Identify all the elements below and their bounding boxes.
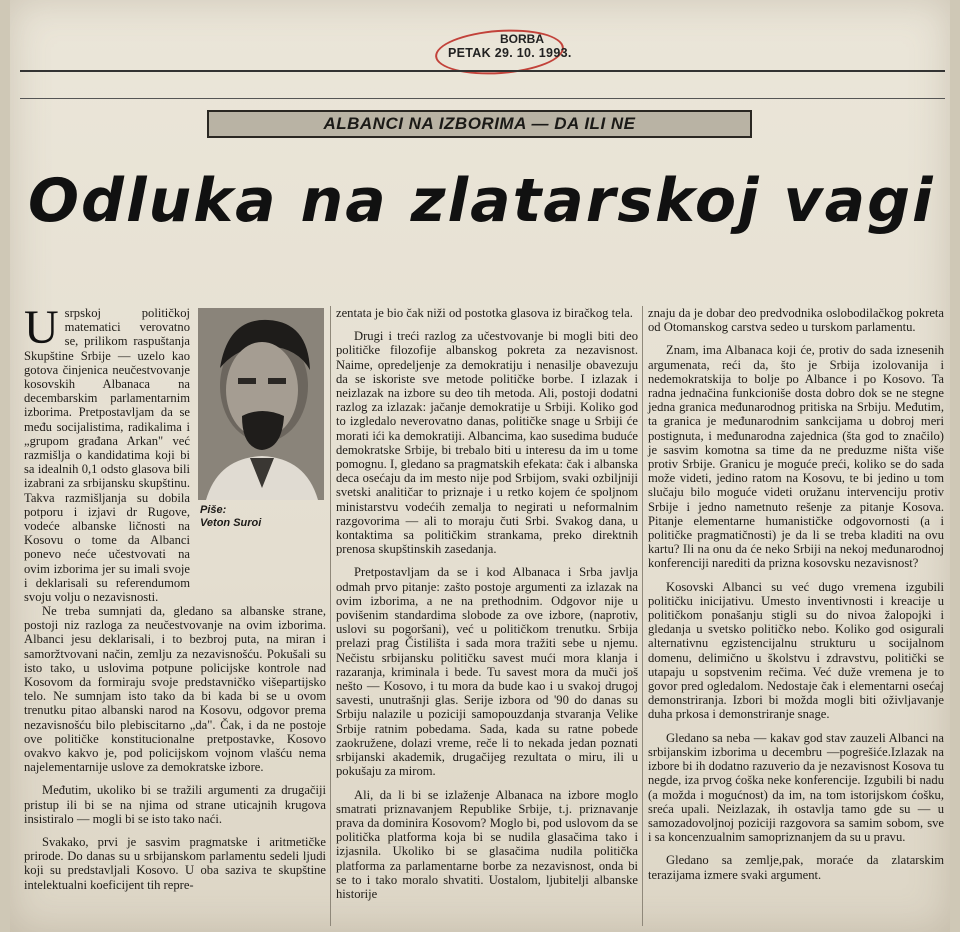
author-portrait-icon (198, 308, 324, 500)
col2-paragraph-0: zentata je bio čak niži od postotka glasova iz biračkog tela. (336, 306, 633, 320)
newspaper-clipping (10, 0, 950, 932)
byline-author: Veton Suroi (200, 517, 262, 529)
top-rule (20, 70, 945, 72)
byline-label: Piše: (200, 504, 227, 516)
col3-paragraph-1: Znam, ima Albanaca koji će, protiv do sada iznesenih argumenata, reći da, što je Srbija izolovanija i nedemokratskija to bolje po Albance i po Kosovo. Ta radna jednačina funkcioniše dosta dobro dok se ne stegne jedna granica međunarodnog pritiska na Srbiju. Međutim, ta granica je međunarodnim sankcijama u dobroj meri postignuta, i međunarodna zajednica (šta god to značilo) je sasvim komotna sa time da ne preduzme ništa više protiv Srbije. Granicu je moguće preći, koliko se do sada može videti, jedino ratom na Kosovu, te bi jedino u tom slučaju bilo moguće videti oružanu intervenciju protiv Srbije i jedno nametnuto rešenje za pitanje Kosova. Pitanje elementarne humanističke odgovornosti (a i političke pragmatičnosti) je da li se treba kladiti na ovu kartu? Ili na onu da će neko Srbiji na nekoj međunarodnoj konferenciji narediti da prizna kosovsku nezavisnost? (648, 343, 944, 571)
drop-cap: U (24, 301, 59, 354)
stamp-date: PETAK 29. 10. 1993. (448, 46, 572, 60)
col3-paragraph-4: Gledano sa zemlje,pak, moraće da zlatarskim terazijama izmere svaki argument. (648, 853, 944, 882)
column-divider-2 (642, 306, 643, 926)
article-intro: srpskoj političkoj matematici verovatno se, prilikom raspuštanja Skupštine Srbije — uzelo kao gotova činjenica neučestvovanje kosovskih Albanaca na decembarskim parlamentarnim izborima. Pretpostavljam da se među socijalistima, radikalima i „grupom građana Arkan" već razmišlja o kandidatima koji bi sa idealnih 0,1 odsto glasova bili izabrani za srbijansku skupštinu. Takva razmišljanja su dobila potporu i izjavi dr Rugove, vodeće albanske ličnosti na Kosovu o tome da Albanci ponevo neće učestvovati na ovim izborima jer su imali svoje i deklarisali su referendumom svoju volju o nezavisnosti. (24, 306, 190, 605)
kicker-text: ALBANCI NA IZBORIMA — DA ILI NE (323, 114, 636, 133)
kicker-box (207, 110, 752, 138)
column-1-top (24, 301, 190, 605)
col2-paragraph-2: Pretpostavljam da se i kod Albanaca i Srba javlja odmah prvo pitanje: zašto postoje argumenti za izlazak na ovim izborima, a ne na prethodnim. Odgovor nije u povišenim standardima slobode za ove izbore, (naprotiv, uslovi su pogoršani), već u političkom trenutku. Srbija prelazi prag Čistilišta i sada mora tražiti sebe u njemu. Nečistu srbijansku političku savest mući mora klanja i razaranja, kriminala i bede. Tu savest mora da muči još nešto — Kosovo, i tu mora da bude kao i u svakoj drugoj savesti, unutrašnji glas. Serije izbora od '90 do danas su Srbiju nalazile u poziciji samopouzdanja stvaranja Velike Srbije ratnim pobedama. Sada, kada su ratne pobede zaokružene, dolazi vreme, reče li to nekada jedan poznati srbijanski akademik, drugačijeg rezultata o miru, ili u pokušaju za mirom. (336, 565, 638, 779)
column-1-bottom (24, 604, 326, 901)
col3-paragraph-3: Gledano sa neba — kakav god stav zauzeli Albanci na srbijanskim izborima u decembru —pogrešiće.Izlazak na izbore bi ih dodatno razuverio da je nezavisnost Kosova tu negde, iza prvog ćoška neke konferencije. Izgubili bi nadu (a možda i mogućnost) da im, na tom istorijskom ćošku, sreća upali. Neizlazak, ih ostavlja tamo gde su — u samozadovoljnoj poziciji razgovora sa samim sobom, sve i sa koncenzualnim samopriznanjem da su u pravu. (648, 730, 944, 845)
col1-paragraph-4: Svakako, prvi je sasvim pragmatske i aritmetičke prirode. Do danas su u srbijanskom parlamentu sedeli ljudi koji su predstavljali Kosovo. U oba saziva te skupštine intelektualni koeficijent tih repre- (24, 835, 326, 892)
stamp-paper-name: BORBA (500, 32, 544, 46)
headline: Odluka na zlatarskoj vagi (28, 166, 935, 236)
col2-paragraph-1: Drugi i treći razlog za učestvovanje bi mogli biti deo političke filozofije albanskog pokreta za nezavisnost. Naime, opredeljenje za demokratiju i nenasilje obavezuju da se iskoriste sve metode političke borbe. I izlazak i neizlazak na izbore su deo tih metoda. Ali, postoji dodatni razlog za izlazak: jačanje demokratije u Srbiji. Koliko god to izgledalo neverovatno danas, političke snage u Srbiji će morati ići ka demokratiji. Albancima, kao susedima buduće demokratske Srbije, bi trebalo biti u interesu da im u tome pomognu. I, gledano sa pragmatskih efekata: čak i albanska deca osećaju da im mesto nije pod Srbijom, svaki ozbiljniji svetski analitičar to priznaje i u retko kojem će spoljnom ministarstvu vodećih zemalja to negirati u neformalnim razgovorima — ali to moraju čuti Srbi. Svakog dana, u kontaktima sa političkim strankama, preko direktnih prenosa skupštinskih zasedanja. (336, 329, 638, 557)
col1-paragraph-3: Međutim, ukoliko bi se tražili argumenti za drugačiji pristup ili bi se na njima od strane uticajnih krugova insistiralo — mogli bi se isto tako naći. (24, 783, 326, 826)
col3-paragraph-0: znaju da je dobar deo predvodnika oslobodilačkog pokreta od Otomanskog carstva sedeo u turskom parlamentu. (648, 306, 944, 335)
column-divider-1 (330, 306, 331, 926)
byline (200, 504, 328, 530)
column-3 (648, 306, 944, 891)
portrait-svg (198, 308, 324, 500)
second-rule (20, 98, 945, 99)
col3-paragraph-2: Kosovski Albanci su već dugo vremena izgubili političku inicijativu. Umesto inventivnosti i kreacije u političkom ponašanju stigli su do nivoa žalopojki i gledanja u svetsko političko nebo. Koliko god osigurali alternativnu egzistencijalnu strukturu u socijalnom domenu, delimično u školstvu i zdravstvu, politički se utapaju u sopstvenim rečima. Već duže vremena je to govor pred ogledalom. Nedostaje čak i elementarni osećaj demonstriranja. Izbori bi možda mogli biti oživljavanje duha prkosa i demonstriranje snage. (648, 579, 944, 722)
col1-paragraph-2: Ne treba sumnjati da, gledano sa albanske strane, postoji niz razloga za neučestvovanje na ovim izborima. Albanci jesu deklarisali, i to bezbroj puta, na miran i samoržtvovani način, zemlju za nezavisnošću. Pokušali su isto tako, u uslovima potpune policijske kontrole nad Kosovom da formiraju svoje predstavničko višepartijsko telo. Ne sumnjam isto tako da bi kada bi se u ovom trenutku pitao albanski narod na Kosovu, odgovor prema nezavisnošću bilo plebiscitarno „da". Čak, i da ne postoje ove političke konstitucionalne pretpostavke, Kosovo ovakvo kakvo je, pod policijskom vojnom vlašću nema najelementarnije uslove za demokratske izbore. (24, 604, 326, 775)
column-2 (336, 306, 638, 910)
col2-paragraph-3: Ali, da li bi se izlaženje Albanaca na izbore moglo smatrati priznavanjem Republike Srbije, t.j. priznavanje prava da dominira Kosovom? Moglo bi, pod uslovom da se politička platforma koja bi se nudila glasačima takо i izjasnila. Ukoliko bi se glasačima nudila politička platforma za parlamentarne borbe za nezavisnost, onda bi se to i tako moralo shvatiti. Uostalom, ljubitelji albanske historije (336, 787, 638, 901)
